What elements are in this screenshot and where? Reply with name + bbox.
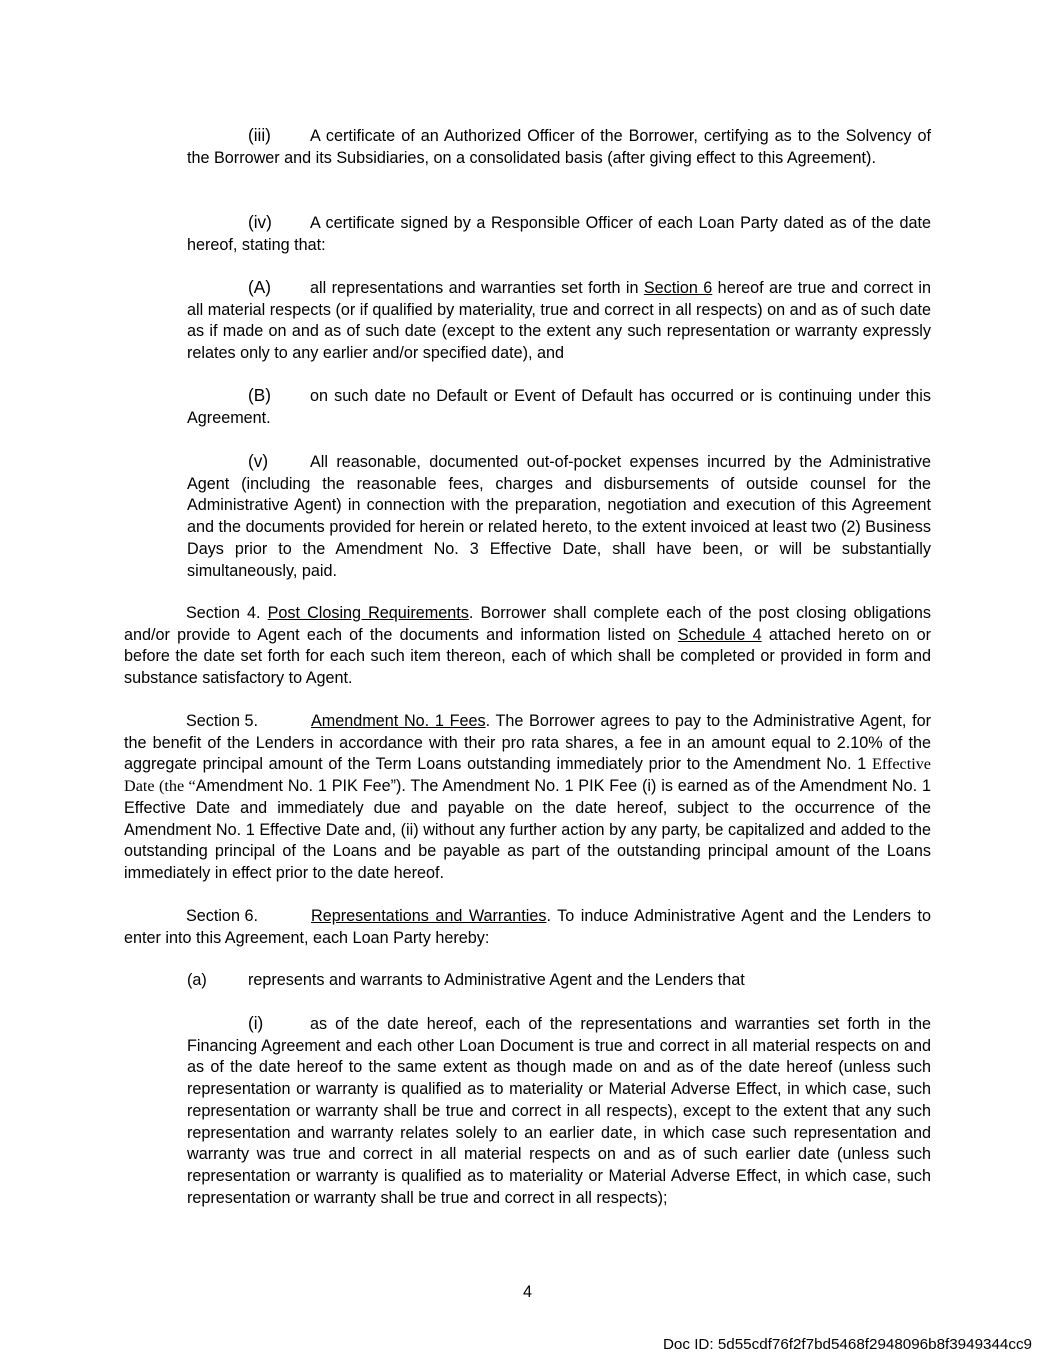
section-5-label: Section 5. [186,712,258,730]
paragraph-iv [187,212,931,256]
paragraph-v [187,451,931,582]
page-number: 4 [522,1283,532,1301]
paragraph-a [187,970,931,992]
clause-number-B: (B) [248,385,271,405]
clause-text-iii: A certificate of an Authorized Officer of the Borrower, certifying as to the Solvency of the Borrower and its Subsidiaries, on a consolidated basis (after giving effect to this Agreement). [187,127,931,167]
section-5-title: Amendment No. 1 Fees [311,712,486,730]
paragraph-B [187,385,931,429]
clause-text-A-after: hereof are true and correct in all material respects (or if qualified by materiality, true and correct in all respects) on and as of such date as if made on and as of such date (except to the extent any such representation or warranty expressly relates only to any earlier and/or specified date), and [187,279,931,363]
section-6-text: . To induce Administrative Agent and the Lenders to enter into this Agreement, each Loan Party hereby: [124,907,931,947]
clause-text-i: as of the date hereof, each of the representations and warranties set forth in the Financing Agreement and each other Loan Document is true and correct in all material respects on and as of the date hereof to the same extent as though made on and as of the date hereof (unless such representation or warranty is qualified as to materiality or Material Adverse Effect, in which case, such representation or warranty shall be true and correct in all respects), except to the extent that any such representation and warranty relates solely to an earlier date, in which case such representation and warranty was true and correct in all material respects on and as of such earlier date (unless such representation or warranty is qualified as to materiality or Material Adverse Effect, in which case, such representation or warranty shall be true and correct in all respects); [187,1015,931,1207]
section-4-label: Section 4. [186,604,261,622]
section-4-title: Post Closing Requirements [267,604,469,622]
section-5-serif-text: Effective Date (the “ [124,755,931,796]
section-4-text-before: . Borrower shall complete each of the post closing obligations and/or provide to Agent each of the documents and information listed on [124,604,932,644]
schedule-4-reference-link[interactable]: Schedule 4 [677,625,762,644]
paragraph-iii-block [187,125,931,169]
clause-number-A: (A) [248,277,271,297]
clause-number-iii: (iii) [248,125,271,145]
section-4-text-after: attached hereto on or before the date set forth for each such item thereon, each of which shall be completed or provided in form and substance satisfactory to Agent. [124,625,931,688]
section-6-paragraph [124,906,931,949]
clause-text-iv: A certificate signed by a Responsible Officer of each Loan Party dated as of the date hereof, stating that: [187,214,931,254]
section-6-label: Section 6. [186,907,258,925]
paragraph-i [187,1013,931,1209]
paragraph-A [187,277,931,365]
clause-number-v: (v) [248,451,269,471]
clause-text-A-before: all representations and warranties set forth in [310,279,644,297]
section-5-text-before: . The Borrower agrees to pay to the Administrative Agent, for the benefit of the Lenders in accordance with their pro rata shares, a fee in an amount equal to 2.10% of the aggregate principal amount of the Term Loans outstanding immediately prior to the Amendment No. 1 [124,712,931,774]
doc-id: Doc ID: 5d55cdf76f2f7bd5468f2948096b8f3949344cc9 [662,1336,1032,1353]
section-5-paragraph [124,711,931,885]
clause-text-a: represents and warrants to Administrative Agent and the Lenders that [248,971,745,989]
section-5-text-after: Amendment No. 1 PIK Fee”). The Amendment No. 1 PIK Fee (i) is earned as of the Amendment No. 1 Effective Date and immediately due and payable on the date hereof, subject to the occurrence of the Amendment No. 1 Effective Date and, (ii) without any further action by any party, be capitalized and added to the outstanding principal of the Loans and be payable as part of the outstanding principal amount of the Loans immediately in effect prior to the date hereof. [124,777,931,882]
clause-number-a: (a) [187,971,207,989]
section-6-title: Representations and Warranties [311,907,547,925]
clause-number-i: (i) [248,1013,264,1033]
section-4-paragraph [124,603,931,690]
clause-text-v: All reasonable, documented out-of-pocket expenses incurred by the Administrative Agent (including the reasonable fees, charges and disbursements of outside counsel for the Administrative Agent) in connection with the preparation, negotiation and execution of this Agreement and the documents provided for herein or related hereto, to the extent invoiced at least two (2) Business Days prior to the Amendment No. 3 Effective Date, shall have been, or will be substantially simultaneously, paid. [187,453,931,580]
clause-number-iv: (iv) [248,212,272,232]
clause-text-B: on such date no Default or Event of Default has occurred or is continuing under this Agreement. [187,387,931,427]
section-6-reference-link[interactable]: Section 6 [643,279,713,297]
